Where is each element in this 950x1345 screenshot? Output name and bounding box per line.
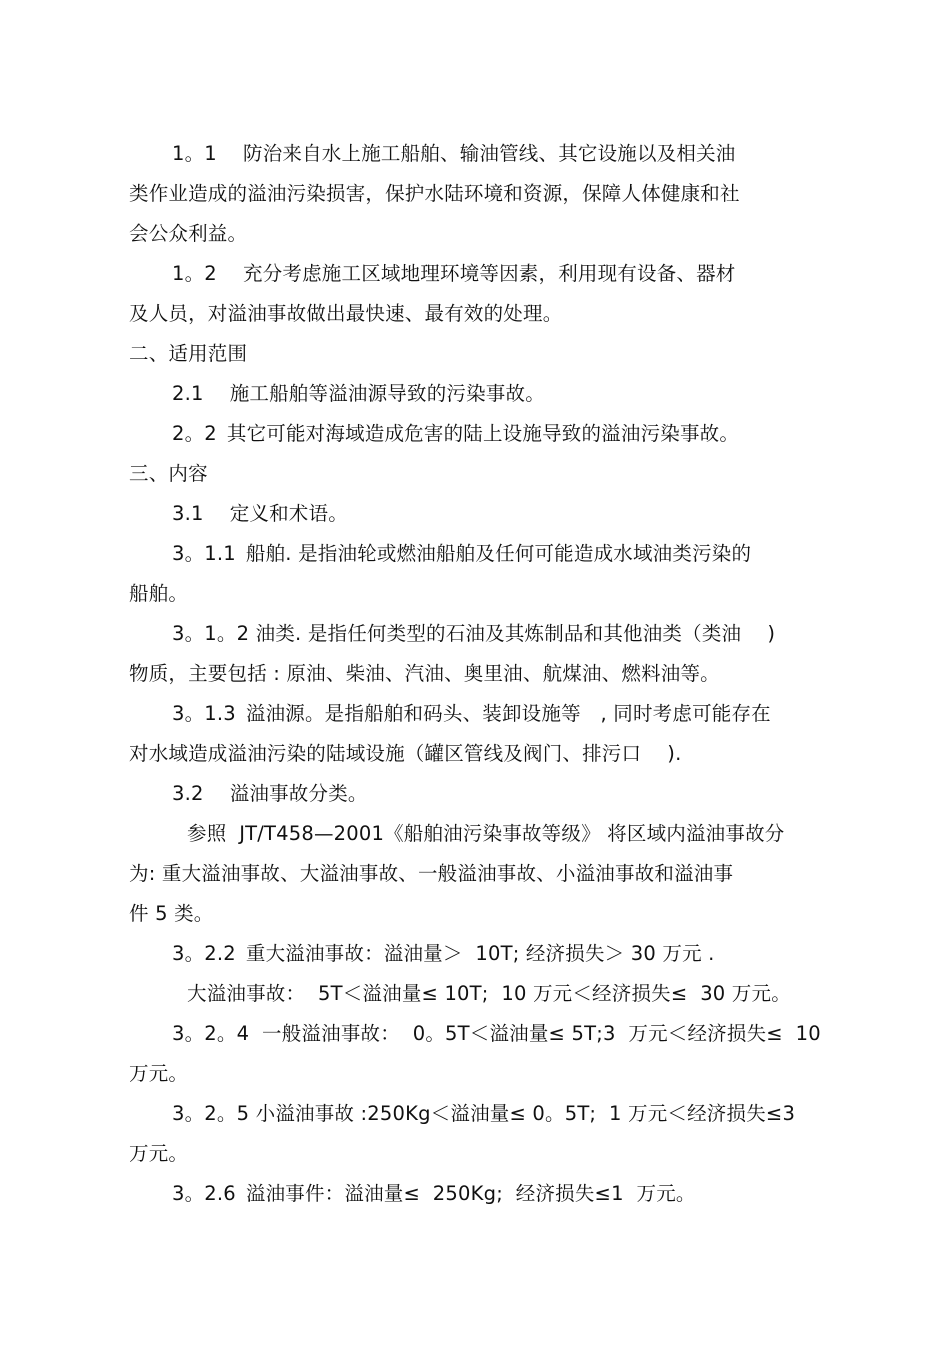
text-line: 万元。 [129, 1062, 189, 1085]
text-line: 2.1 施工船舶等溢油源导致的污染事故。 [172, 382, 545, 405]
text-line: 3.2 溢油事故分类。 [172, 782, 368, 805]
text-line: 3。2.6 溢油事件：溢油量≤ 250Kg; 经济损失≤1 万元。 [172, 1182, 696, 1205]
text-line: 3。2。4 一般溢油事故： 0。5T＜溢油量≤ 5T;3 万元＜经济损失≤ 10 [172, 1022, 821, 1045]
text-line: 物质，主要包括 : 原油、柴油、汽油、奥里油、航煤油、燃料油等。 [129, 662, 720, 685]
text-line: 3。1。2 油类. 是指任何类型的石油及其炼制品和其他油类（类油 ) [172, 622, 776, 645]
text-line: 及人员，对溢油事故做出最快速、最有效的处理。 [129, 302, 563, 325]
text-line: 3.1 定义和术语。 [172, 502, 348, 525]
text-line: 船舶。 [129, 582, 189, 605]
text-line: 为: 重大溢油事故、大溢油事故、一般溢油事故、小溢油事故和溢油事 [129, 862, 734, 885]
text-line: 3。2.2 重大溢油事故：溢油量＞ 10T; 经济损失＞ 30 万元 . [172, 942, 715, 965]
text-line: 参照 JT/T458—2001《船舶油污染事故等级》 将区域内溢油事故分 [187, 822, 785, 845]
section-heading: 三、内容 [129, 462, 208, 485]
text-line: 万元。 [129, 1142, 189, 1165]
text-line: 3。2。5 小溢油事故 :250Kg＜溢油量≤ 0。5T; 1 万元＜经济损失≤3 [172, 1102, 796, 1125]
section-heading: 二、适用范围 [129, 342, 248, 365]
text-line: 3。1.3 溢油源。是指船舶和码头、装卸设施等 , 同时考虑可能存在 [172, 702, 771, 725]
text-line: 1。1 防治来自水上施工船舶、输油管线、其它设施以及相关油 [172, 142, 736, 165]
text-line: 类作业造成的溢油污染损害，保护水陆环境和资源，保障人体健康和社 [129, 182, 740, 205]
text-line: 3。1.1 船舶. 是指油轮或燃油船舶及任何可能造成水域油类污染的 [172, 542, 752, 565]
text-line: 会公众利益。 [129, 222, 248, 245]
text-line: 1。2 充分考虑施工区域地理环境等因素，利用现有设备、器材 [172, 262, 736, 285]
text-line: 对水域造成溢油污染的陆域设施（罐区管线及阀门、排污口 ). [129, 742, 682, 765]
text-line: 2。2 其它可能对海域造成危害的陆上设施导致的溢油污染事故。 [172, 422, 740, 445]
text-line: 件 5 类。 [129, 902, 214, 925]
text-line: 大溢油事故： 5T＜溢油量≤ 10T; 10 万元＜经济损失≤ 30 万元。 [187, 982, 791, 1005]
